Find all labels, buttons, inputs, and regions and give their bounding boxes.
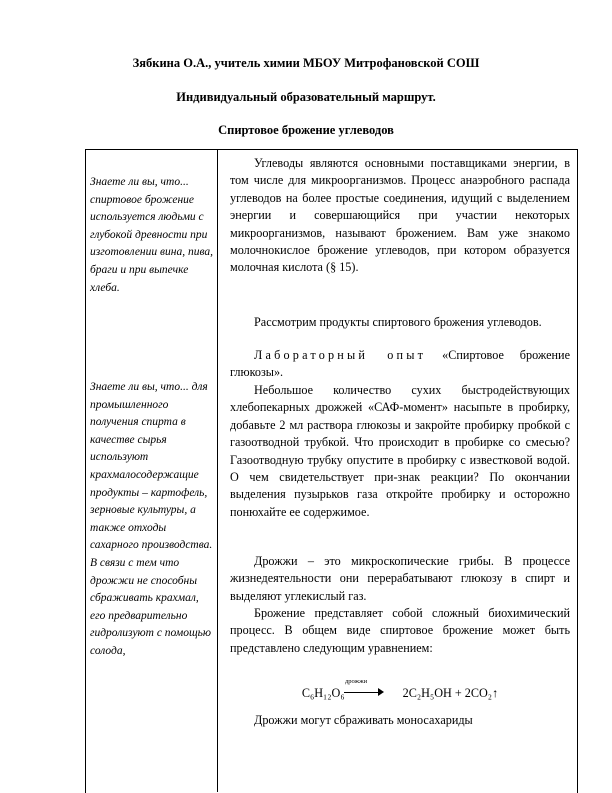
paragraph-carbohydrates bbox=[230, 155, 570, 277]
did-you-know-note-2: Знаете ли вы, что... для промышленного получения спирта в качестве сырья используют крахмалосодержащие продукты – картофель, зерновые культуры, а также отходы сахарного производства. В связи с тем что дрожжи не способны сбраживать крахмал, его предварительно гидролизуют с помощью солода, bbox=[90, 381, 213, 657]
paragraph-text: Дрожжи – это микроскопические грибы. В процессе жизнедеятельности они перерабатывают глюкозу в спирт и выделяют углекислый газ. bbox=[230, 554, 570, 603]
paragraph-yeast bbox=[230, 553, 570, 605]
paragraph-text: Рассмотрим продукты спиртового брожения углеводов. bbox=[254, 315, 542, 329]
lab-experiment-title: «Спиртовое брожение глюкозы». bbox=[230, 348, 570, 380]
reaction-arrowhead bbox=[378, 688, 384, 696]
paragraph-text: Небольшое количество сухих быстродействующих хлебопекарных дрожжей «САФ-момент» насыпьте в пробирку, добавьте 2 мл раствора глюкозы и закройте пробирку пробкой с газоотводной трубкой. Что происходит в пробирке со смесью? Газоотводную трубку опустите в пробирку с известковой водой. О чем свидетельствует при-знак реакции? По окончании выделения пузырьков газа откройте пробирку и осторожно понюхайте ее содержимое. bbox=[230, 383, 570, 519]
route-subtitle: Индивидуальный образовательный маршрут. bbox=[176, 90, 436, 104]
lab-experiment-heading bbox=[230, 347, 570, 382]
fermentation-equation bbox=[220, 686, 580, 701]
equation-reactant: C₆H₁₂O₆ bbox=[301, 686, 345, 700]
equation-products: 2C₂H₅OH + 2CO₂↑ bbox=[402, 686, 499, 700]
paragraph-text: Углеводы являются основными поставщиками энергии, в том числе для микроорганизмов. Процесс анаэробного распада углеводов на более простые соединения, идущий с выделением энергии и совершающийся при участии некоторых микроорганизмов, называют брожением. Вам уже знакомо молочнокислое брожение углеводов, при котором образуется молочная кислота (§ 15). bbox=[230, 156, 570, 275]
paragraph-procedure bbox=[230, 382, 570, 521]
author-line: Зябкина О.А., учитель химии МБОУ Митрофановской СОШ bbox=[132, 56, 480, 70]
did-you-know-note-1: Знаете ли вы, что... спиртовое брожение используется людьми с глубокой древности при изготовлении вина, пива, браги и при выпечке хлеба. bbox=[90, 176, 213, 294]
paragraph-monosaccharides bbox=[230, 712, 570, 729]
page-title: Спиртовое брожение углеводов bbox=[218, 123, 394, 137]
paragraph-text: Брожение представляет собой сложный биохимический процесс. В общем виде спиртовое брожение может быть представлено следующим уравнением: bbox=[230, 606, 570, 655]
paragraph-text: Дрожжи могут сбраживать моносахариды bbox=[254, 713, 473, 727]
reaction-arrow bbox=[344, 692, 380, 693]
paragraph-fermentation bbox=[230, 605, 570, 657]
equation-condition: дрожжи bbox=[345, 678, 368, 685]
lab-experiment-label: Лабораторный опыт bbox=[254, 348, 427, 362]
paragraph-consider bbox=[230, 314, 570, 331]
column-divider bbox=[217, 149, 218, 792]
